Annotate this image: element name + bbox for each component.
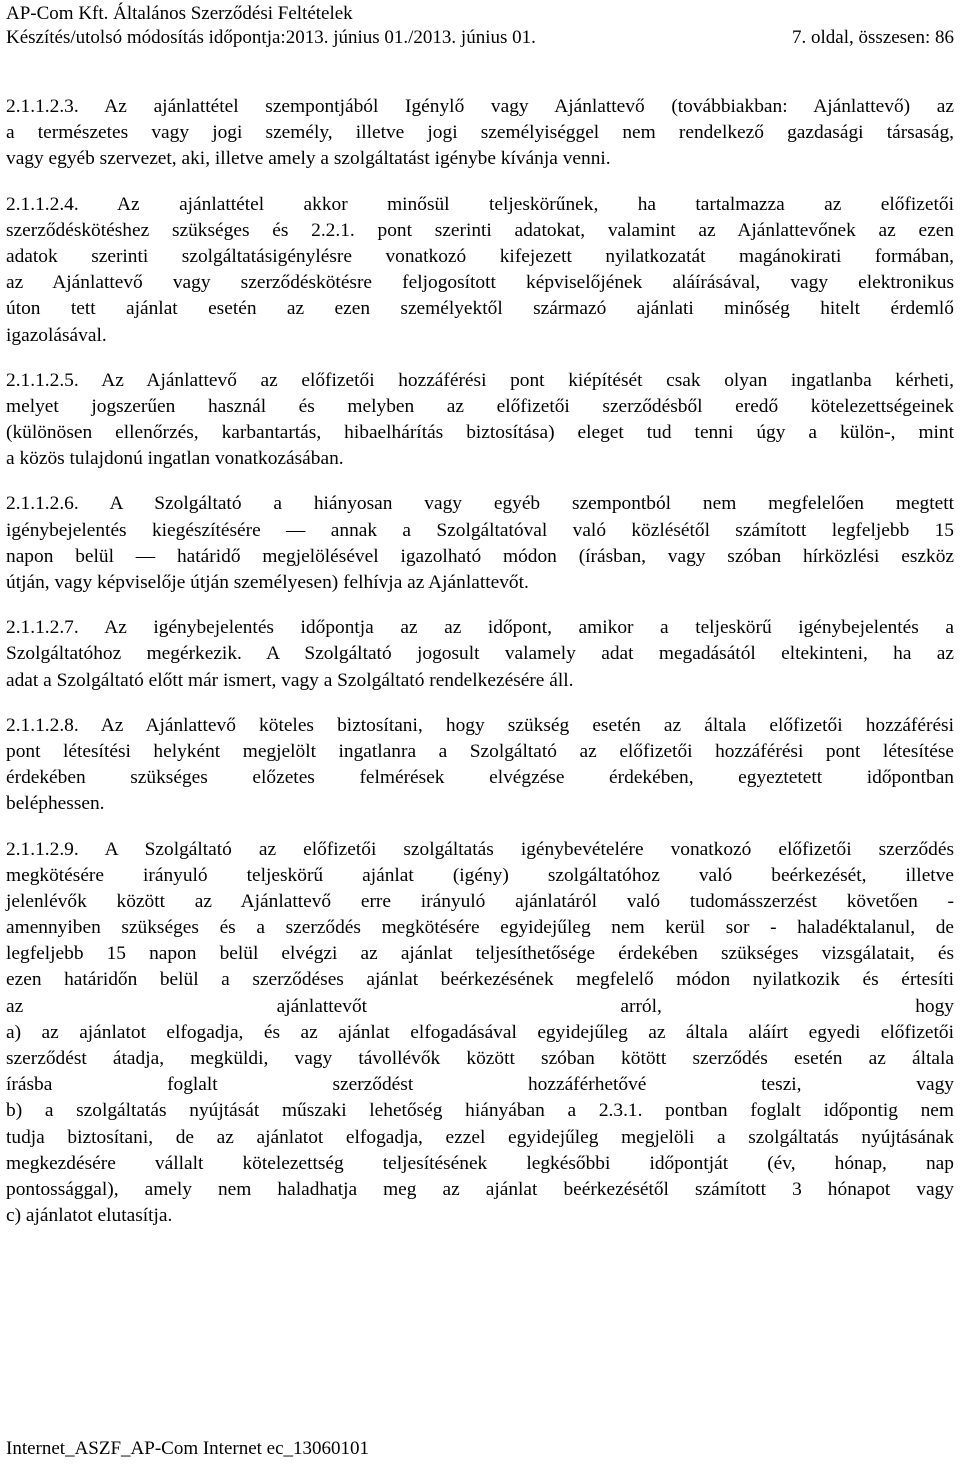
header-title-line: [6, 2, 954, 26]
paragraph-line: napon belül — határidő megjelölésével igazolható módon (írásban, vagy szóban hírközlési eszköz: [6, 545, 954, 567]
paragraph-line: szerződéskötéshez szükséges és 2.2.1. pont szerinti adatokat, valamint az Ajánlattevőnek az ezen: [6, 219, 954, 241]
page-number: 7. oldal, összesen: 86: [791, 27, 954, 48]
paragraph-line: (különösen ellenőrzés, karbantartás, hibaelhárítás biztosítása) eleget tud tenni úgy a külön-, mint: [6, 422, 954, 444]
paragraph-line: pont létesítési helyként megjelölt ingatlanra a Szolgáltató az előfizetői hozzáférési pont létesítése: [6, 740, 954, 762]
paragraph-line: a) az ajánlatot elfogadja, és az ajánlat elfogadásával egyidejűleg az általa aláírt egyedi előfizetői: [6, 1021, 954, 1043]
paragraph-line: Szolgáltatóhoz megérkezik. A Szolgáltató jogosult valamely adat megadásától eltekinteni, ha az: [6, 643, 954, 665]
page-header: [6, 2, 954, 50]
paragraph-line: adat a Szolgáltató előtt már ismert, vagy a Szolgáltató rendelkezésére áll.: [6, 669, 574, 691]
paragraph-line: igazolásával.: [6, 324, 107, 346]
paragraph-line: melyet jogszerűen használ és melyben az előfizetői szerződésből eredő kötelezettségeinek: [6, 395, 954, 417]
paragraph-line: 2.1.1.2.6. A Szolgáltató a hiányosan vagy egyéb szempontból nem megfelelően megtett: [6, 493, 954, 515]
paragraph-line: adatok szerinti szolgáltatásigénylésre vonatkozó kifejezett nyilatkozatát magánokirati formában,: [6, 245, 954, 267]
paragraph-line: beléphessen.: [6, 793, 105, 815]
paragraph-line: megkötésére irányuló teljeskörű ajánlat (igény) szolgáltatóhoz való beérkezését, illetve: [6, 864, 954, 886]
paragraph-line: szerződést átadja, megküldi, vagy távollévők között szóban kötött szerződés esetén az általa: [6, 1048, 954, 1069]
paragraph-line: igénybejelentés kiegészítésére — annak a Szolgáltatóval való közlésétől számított legfeljebb 15: [6, 519, 954, 541]
page-footer: [6, 1437, 369, 1461]
paragraph-line: 2.1.1.2.5. Az Ajánlattevő az előfizetői hozzáférési pont kiépítését csak olyan ingatlanba kérheti,: [6, 369, 954, 391]
paragraph-line: legfeljebb 15 napon belül elvégzi az ajánlat teljesíthetősége érdekében szükséges vizsgálatait, és: [6, 943, 954, 965]
paragraph-line: jelenlévők között az Ajánlattevő erre irányuló ajánlatáról való tudomásszerzést követően -: [6, 890, 954, 912]
paragraph-line: megkezdésére vállalt kötelezettség teljesítésének legkésőbbi időpontját (év, hónap, nap: [6, 1152, 954, 1174]
paragraph-line: ezen határidőn belül a szerződéses ajánlat beérkezésének megfelelő módon nyilatkozik és értesíti: [6, 969, 954, 991]
section-paragraph: [6, 615, 954, 694]
section-paragraph: [6, 491, 954, 596]
section-paragraph: [6, 713, 954, 818]
section-paragraph: [6, 837, 954, 1230]
section-paragraph: [6, 94, 954, 173]
document-body: [6, 94, 954, 1248]
footer-document-id: Internet_ASZF_AP-Com Internet ec_13060101: [6, 1438, 370, 1459]
paragraph-line: 2.1.1.2.3. Az ajánlattétel szempontjából Igénylő vagy Ajánlattevő (továbbiakban: Ajánlattevő) az: [6, 96, 954, 117]
paragraph-line: az Ajánlattevő vagy szerződéskötésre feljogosított képviselőjének aláírásával, vagy elektronikus: [6, 272, 954, 294]
paragraph-line: amennyiben szükséges és a szerződés megkötésére egyidejűleg nem kerül sor - haladéktalanul, de: [6, 917, 954, 939]
paragraph-line: az ajánlattevőt arról, hogy: [6, 995, 954, 1017]
paragraph-line: útján, vagy képviselője útján személyesen) felhívja az Ajánlattevőt.: [6, 572, 529, 593]
paragraph-line: írásba foglalt szerződést hozzáférhetővé teszi, vagy: [6, 1074, 954, 1096]
paragraph-line: pontossággal), amely nem haladhatja meg az ajánlat beérkezésétől számított 3 hónapot vagy: [6, 1178, 954, 1200]
paragraph-line: tudja biztosítani, de az ajánlatot elfogadja, ezzel egyidejűleg megjelöli a szolgáltatás nyújtásának: [6, 1126, 954, 1148]
paragraph-line: 2.1.1.2.8. Az Ajánlattevő köteles biztosítani, hogy szükség esetén az általa előfizetői hozzáférési: [6, 714, 954, 736]
paragraph-line: b) a szolgáltatás nyújtását műszaki lehetőség hiányában a 2.3.1. pontban foglalt időpontig nem: [6, 1100, 954, 1122]
document-title: AP-Com Kft. Általános Szerződési Feltételek: [6, 3, 353, 24]
section-paragraph: [6, 192, 954, 349]
paragraph-line: c) ajánlatot elutasítja.: [6, 1205, 173, 1227]
paragraph-line: 2.1.1.2.7. Az igénybejelentés időpontja az az időpont, amikor a teljeskörű igénybejelentés a: [6, 617, 954, 639]
paragraph-line: 2.1.1.2.9. A Szolgáltató az előfizetői szolgáltatás igénybevételére vonatkozó előfizetői szerződés: [6, 838, 954, 860]
paragraph-line: úton tett ajánlat esetén az ezen személyektől származó ajánlati minőség hitelt érdemlő: [6, 298, 954, 320]
modification-date: Készítés/utolsó módosítás időpontja:2013. június 01./2013. június 01.: [6, 27, 536, 48]
header-meta-line: [6, 26, 954, 50]
paragraph-line: 2.1.1.2.4. Az ajánlattétel akkor minősül teljeskörűnek, ha tartalmazza az előfizetői: [6, 193, 954, 215]
paragraph-line: a természetes vagy jogi személy, illetve jogi személyiséggel nem rendelkező gazdasági társaság,: [6, 122, 954, 144]
paragraph-line: a közös tulajdonú ingatlan vonatkozásában.: [6, 448, 344, 470]
section-paragraph: [6, 368, 954, 473]
paragraph-line: érdekében szükséges előzetes felmérések elvégzése érdekében, egyeztetett időpontban: [6, 767, 954, 789]
paragraph-line: vagy egyéb szervezet, aki, illetve amely a szolgáltatást igénybe kívánja venni.: [6, 148, 611, 170]
